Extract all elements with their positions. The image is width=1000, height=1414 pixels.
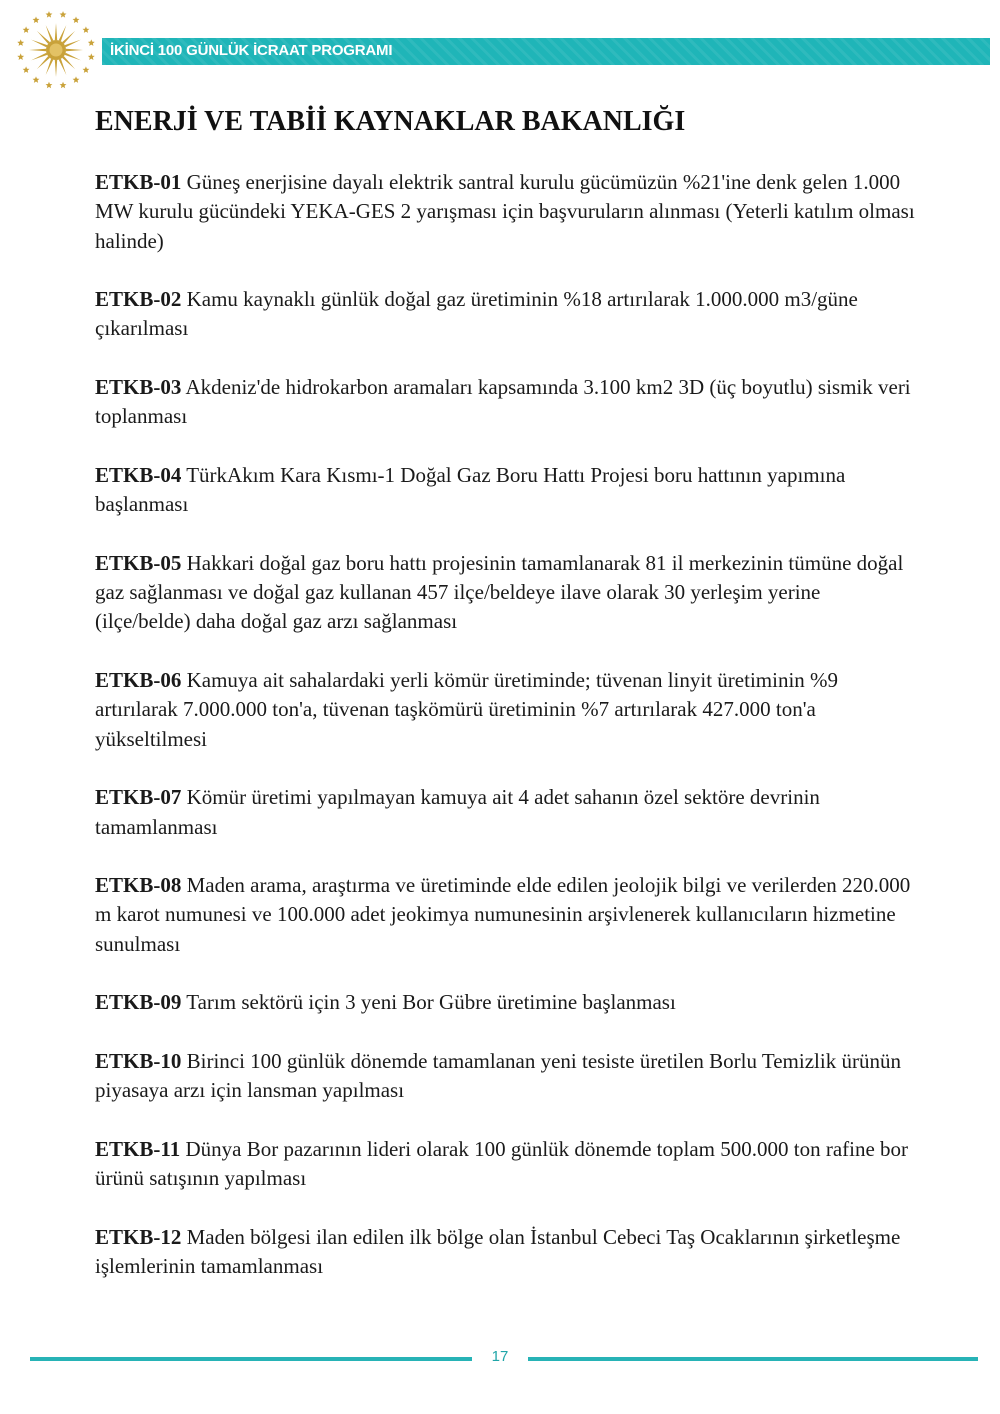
item-text: Maden arama, araştırma ve üretiminde elde edilen jeolojik bilgi ve verilerden 220.000 m karot numunesi ve 100.000 adet jeokimya numunesinin arşivlenerek kullanıcıların hizmetine sunulması — [95, 873, 911, 956]
action-item-etkb-12 — [95, 1223, 915, 1282]
item-code: ETKB-08 — [95, 873, 182, 898]
item-code: ETKB-06 — [95, 668, 182, 693]
action-item-etkb-06 — [95, 666, 915, 754]
item-code: ETKB-10 — [95, 1048, 182, 1073]
page-title: ENERJİ VE TABİİ KAYNAKLAR BAKANLIĞI — [95, 106, 686, 137]
action-item-etkb-11 — [95, 1135, 915, 1194]
action-item-etkb-02 — [95, 285, 915, 344]
page-header — [0, 0, 1000, 100]
item-text: Kamuya ait sahalardaki yerli kömür üretiminde; tüvenan linyit üretiminin %9 artırılarak 7.000.000 ton'a, tüvenan taşkömürü üretiminin %7 artırılarak 427.000 ton'a yükseltilmesi — [95, 668, 839, 751]
item-code: ETKB-05 — [95, 550, 182, 575]
item-code: ETKB-12 — [95, 1224, 182, 1249]
item-code: ETKB-07 — [95, 785, 182, 810]
banner-title: İKİNCİ 100 GÜNLÜK İCRAAT PROGRAMI — [110, 42, 393, 59]
item-text: Tarım sektörü için 3 yeni Bor Gübre üretimine başlanması — [186, 990, 676, 1015]
page-footer — [0, 1340, 1000, 1370]
item-text: Kamu kaynaklı günlük doğal gaz üretiminin %18 artırılarak 1.000.000 m3/güne çıkarılması — [95, 287, 858, 341]
action-item-etkb-01 — [95, 168, 915, 256]
item-text: Maden bölgesi ilan edilen ilk bölge olan İstanbul Cebeci Taş Ocaklarının şirketleşme işlemlerinin tamamlanması — [95, 1224, 901, 1278]
item-code: ETKB-01 — [95, 170, 182, 194]
item-text: Kömür üretimi yapılmayan kamuya ait 4 adet sahanın özel sektöre devrinin tamamlanması — [95, 785, 820, 839]
item-text: Güneş enerjisine dayalı elektrik santral kurulu gücümüzün %21'ine denk gelen 1.000 MW kurulu gücündeki YEKA-GES 2 yarışması için başvuruların alınması (Yeterli katılım olması halinde) — [95, 170, 915, 253]
item-code: ETKB-09 — [95, 990, 182, 1015]
item-code: ETKB-02 — [95, 287, 182, 312]
program-banner — [102, 38, 990, 65]
item-code: ETKB-04 — [95, 462, 182, 487]
action-item-etkb-04 — [95, 461, 915, 520]
action-item-etkb-07 — [95, 783, 915, 842]
action-item-etkb-03 — [95, 373, 915, 432]
action-item-etkb-05 — [95, 549, 915, 637]
footer-rule-left — [30, 1357, 472, 1361]
footer-rule-right — [528, 1357, 978, 1361]
item-text: Dünya Bor pazarının lideri olarak 100 günlük dönemde toplam 500.000 ton rafine bor ürünü satışının yapılması — [95, 1136, 909, 1191]
item-text: Birinci 100 günlük dönemde tamamlanan yeni tesiste üretilen Borlu Temizlik ürünün piyasaya arzı için lansman yapılması — [95, 1048, 901, 1103]
item-code: ETKB-03 — [95, 375, 182, 400]
item-text: TürkAkım Kara Kısmı-1 Doğal Gaz Boru Hattı Projesi boru hattının yapımına başlanması — [95, 462, 846, 517]
page-number: 17 — [491, 1348, 509, 1365]
item-text: Akdeniz'de hidrokarbon aramaları kapsamında 3.100 km2 3D (üç boyutlu) sismik veri toplanması — [95, 375, 911, 429]
item-text: Hakkari doğal gaz boru hattı projesinin tamamlanarak 81 il merkezinin tümüne doğal gaz sağlanması ve doğal gaz kullanan 457 ilçe/beldeye ilave olarak 30 yerleşim yerine (ilçe/belde) daha doğal gaz arzı sağlanması — [95, 550, 904, 634]
action-item-list — [95, 168, 915, 1311]
item-code: ETKB-11 — [95, 1136, 181, 1161]
presidential-seal-icon — [14, 8, 98, 92]
action-item-etkb-10 — [95, 1047, 915, 1106]
action-item-etkb-09 — [95, 988, 915, 1017]
action-item-etkb-08 — [95, 871, 915, 959]
